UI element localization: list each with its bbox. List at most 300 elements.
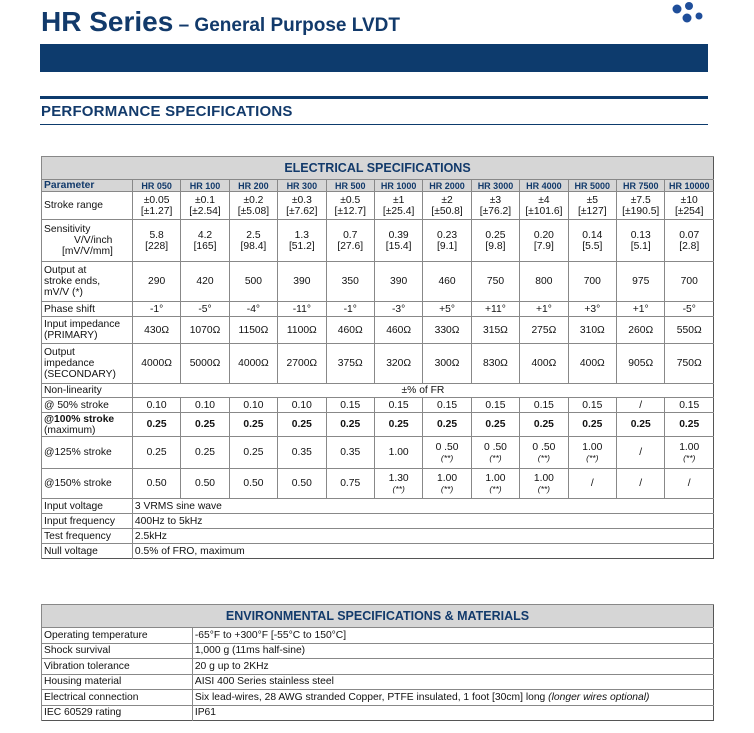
value-alt: [±2.54] bbox=[189, 205, 221, 217]
cell-sens_in bbox=[520, 220, 568, 262]
environmental-specs-table bbox=[41, 604, 714, 721]
cell-zout bbox=[665, 344, 714, 384]
value: 550Ω bbox=[676, 324, 702, 336]
cell-phase bbox=[229, 302, 277, 317]
cell-output bbox=[423, 262, 471, 302]
value: 4000Ω bbox=[141, 358, 172, 369]
value: -4° bbox=[246, 303, 261, 315]
cell-s100 bbox=[181, 413, 229, 437]
value: 0.25 bbox=[291, 419, 312, 430]
value-alt: [9.8] bbox=[485, 240, 506, 252]
value: +1° bbox=[632, 303, 649, 315]
cell-s150 bbox=[132, 469, 180, 499]
cell-stroke_in bbox=[374, 192, 422, 220]
value: 260Ω bbox=[628, 324, 654, 336]
env-row bbox=[42, 628, 714, 644]
cell-s125 bbox=[471, 437, 519, 469]
model-header: HR 4000 bbox=[520, 180, 568, 192]
section-underline bbox=[40, 124, 708, 125]
value: 315Ω bbox=[483, 324, 508, 336]
cell-sens_in bbox=[374, 220, 422, 262]
model-header: HR 500 bbox=[326, 180, 374, 192]
env-value: AISI 400 Series stainless steel bbox=[192, 674, 713, 690]
cell-zin bbox=[568, 317, 616, 344]
value: 750Ω bbox=[676, 358, 702, 369]
value: 0.25 bbox=[388, 419, 409, 430]
cell-s125 bbox=[520, 437, 568, 469]
value: 0.7 bbox=[343, 229, 358, 241]
cell-s150 bbox=[326, 469, 374, 499]
cell-zout bbox=[568, 344, 616, 384]
value: 0.25 bbox=[630, 419, 651, 430]
value: 750 bbox=[486, 276, 505, 287]
footnote-marker: (**) bbox=[537, 452, 551, 463]
value: 1150Ω bbox=[238, 324, 269, 336]
cell-s50 bbox=[568, 398, 616, 413]
value: 0.25 bbox=[485, 229, 506, 241]
cell-zin bbox=[520, 317, 568, 344]
value: 320Ω bbox=[386, 358, 412, 369]
model-header: HR 10000 bbox=[665, 180, 714, 192]
value: ±0.05 bbox=[143, 194, 170, 206]
section-rule bbox=[40, 96, 708, 99]
cell-s100 bbox=[326, 413, 374, 437]
cell-stroke_in bbox=[278, 192, 326, 220]
table-row bbox=[42, 529, 714, 544]
cell-s50 bbox=[132, 398, 180, 413]
value-alt: [5.1] bbox=[630, 240, 651, 252]
row-label-line: impedance bbox=[44, 358, 95, 369]
value: -3° bbox=[392, 303, 406, 315]
cell-stroke_in bbox=[132, 192, 180, 220]
cell-zin bbox=[181, 317, 229, 344]
cell-stroke_in bbox=[617, 192, 665, 220]
value: 0.25 bbox=[243, 419, 264, 430]
value: 700 bbox=[583, 276, 601, 287]
cell-s150 bbox=[229, 469, 277, 499]
cell-s100 bbox=[665, 413, 714, 437]
cell-zout bbox=[520, 344, 568, 384]
table-row bbox=[42, 469, 714, 499]
value: 0.35 bbox=[291, 447, 312, 458]
value: 0.15 bbox=[388, 399, 409, 411]
cell-phase bbox=[132, 302, 180, 317]
env-row bbox=[42, 659, 714, 675]
cell-zout bbox=[326, 344, 374, 384]
value: 975 bbox=[632, 276, 650, 287]
value-alt: [±12.7] bbox=[334, 205, 366, 217]
cell-sens_in bbox=[423, 220, 471, 262]
value: ±5 bbox=[586, 194, 598, 206]
value: 4000Ω bbox=[238, 358, 269, 369]
cell-phase bbox=[181, 302, 229, 317]
cell-s50 bbox=[471, 398, 519, 413]
cell-s150 bbox=[423, 469, 471, 499]
cell-stroke_in bbox=[665, 192, 714, 220]
row-label bbox=[42, 302, 133, 317]
value: ±2 bbox=[441, 194, 453, 206]
row-label-line: [mV/V/mm] bbox=[62, 246, 113, 257]
nonlinearity-unit: ±% of FR bbox=[132, 384, 713, 398]
cell-output bbox=[520, 262, 568, 302]
cell-zin bbox=[278, 317, 326, 344]
value: 700 bbox=[680, 276, 698, 287]
value: +3° bbox=[584, 303, 601, 315]
cell-stroke_in bbox=[568, 192, 616, 220]
series-subtitle: – General Purpose LVDT bbox=[173, 15, 400, 36]
cell-output bbox=[181, 262, 229, 302]
header-bar bbox=[40, 44, 708, 72]
cell-output bbox=[229, 262, 277, 302]
cell-s100 bbox=[132, 413, 180, 437]
value-alt: [±254] bbox=[674, 205, 704, 217]
value: 800 bbox=[535, 276, 553, 287]
table-row bbox=[42, 344, 714, 384]
value: ±1 bbox=[392, 194, 405, 206]
value: 275Ω bbox=[531, 324, 557, 336]
cell-stroke_in bbox=[423, 192, 471, 220]
value: 0.07 bbox=[679, 229, 700, 241]
value: 1100Ω bbox=[286, 324, 317, 336]
row-value: 400Hz to 5kHz bbox=[132, 514, 713, 529]
env-value: 20 g up to 2KHz bbox=[192, 659, 713, 675]
env-label: Electrical connection bbox=[42, 690, 193, 706]
row-label-line: stroke ends, bbox=[44, 276, 101, 287]
value-alt: [±190.5] bbox=[622, 205, 660, 217]
value: 0.25 bbox=[533, 419, 554, 430]
env-value bbox=[192, 690, 713, 706]
row-label: Test frequency bbox=[42, 529, 133, 544]
value: 1.00 bbox=[533, 472, 554, 484]
value: / bbox=[639, 478, 643, 489]
cell-s150 bbox=[520, 469, 568, 499]
cell-zin bbox=[617, 317, 665, 344]
cell-zout bbox=[132, 344, 180, 384]
value: +1° bbox=[535, 303, 552, 315]
row-label-line: Stroke range bbox=[44, 200, 103, 211]
value: 390 bbox=[390, 276, 408, 287]
env-row bbox=[42, 705, 714, 721]
cell-s100 bbox=[374, 413, 422, 437]
row-label bbox=[42, 384, 133, 398]
value: 0.25 bbox=[146, 447, 167, 458]
value: 1.30 bbox=[388, 472, 409, 484]
value: 0.25 bbox=[243, 447, 264, 458]
row-label-line: mV/V (*) bbox=[44, 287, 83, 298]
row-label: Input voltage bbox=[42, 499, 133, 514]
value: 0.20 bbox=[533, 229, 554, 241]
env-row bbox=[42, 690, 714, 706]
cell-zout bbox=[617, 344, 665, 384]
cell-sens_in bbox=[665, 220, 714, 262]
cell-s100 bbox=[617, 413, 665, 437]
cell-s150 bbox=[181, 469, 229, 499]
value: 460Ω bbox=[386, 324, 412, 336]
value: +5° bbox=[439, 303, 455, 315]
cell-zout bbox=[181, 344, 229, 384]
cell-output bbox=[665, 262, 714, 302]
env-label: Vibration tolerance bbox=[42, 659, 193, 675]
cell-s100 bbox=[423, 413, 471, 437]
cell-output bbox=[568, 262, 616, 302]
model-header: HR 300 bbox=[278, 180, 326, 192]
value: ±0.1 bbox=[195, 194, 215, 206]
value: 0.10 bbox=[291, 399, 312, 411]
value: 2700Ω bbox=[286, 358, 318, 369]
table-row bbox=[42, 220, 714, 262]
value-alt: [±101.6] bbox=[525, 205, 563, 217]
value-alt: [±5.08] bbox=[237, 205, 270, 217]
cell-s100 bbox=[471, 413, 519, 437]
cell-phase bbox=[617, 302, 665, 317]
cell-zout bbox=[374, 344, 422, 384]
value: 0.25 bbox=[437, 419, 458, 430]
environmental-title: ENVIRONMENTAL SPECIFICATIONS & MATERIALS bbox=[42, 605, 714, 628]
cell-s125 bbox=[278, 437, 326, 469]
value-alt: [51.2] bbox=[288, 240, 315, 252]
value: 1.00 bbox=[582, 441, 603, 453]
logo-dots-icon bbox=[668, 0, 704, 24]
cell-s50 bbox=[278, 398, 326, 413]
row-label bbox=[42, 262, 133, 302]
row-label bbox=[42, 344, 133, 384]
value: 0.25 bbox=[679, 419, 700, 430]
value: +11° bbox=[485, 303, 506, 315]
cell-s125 bbox=[374, 437, 422, 469]
value-alt: [±25.4] bbox=[382, 205, 415, 217]
value: 0.10 bbox=[194, 399, 216, 411]
cell-s50 bbox=[520, 398, 568, 413]
value: -5° bbox=[198, 303, 212, 315]
cell-phase bbox=[665, 302, 714, 317]
table-row bbox=[42, 192, 714, 220]
value: 0.50 bbox=[243, 478, 264, 489]
row-label-line: Output bbox=[44, 347, 75, 358]
cell-zin bbox=[132, 317, 180, 344]
value: 4.2 bbox=[197, 229, 213, 241]
cell-sens_in bbox=[229, 220, 277, 262]
cell-phase bbox=[278, 302, 326, 317]
value-alt: [±1.27] bbox=[140, 205, 173, 217]
value: 0.15 bbox=[582, 399, 603, 411]
value-alt: [98.4] bbox=[240, 240, 267, 252]
value: 350 bbox=[341, 276, 359, 287]
cell-stroke_in bbox=[520, 192, 568, 220]
cell-s50 bbox=[181, 398, 229, 413]
value: 0.39 bbox=[388, 229, 409, 241]
env-value: -65°F to +300°F [-55°C to 150°C] bbox=[192, 628, 713, 644]
row-label: Input frequency bbox=[42, 514, 133, 529]
row-value: 2.5kHz bbox=[132, 529, 713, 544]
cell-zout bbox=[278, 344, 326, 384]
env-value: 1,000 g (11ms half-sine) bbox=[192, 643, 713, 659]
cell-output bbox=[617, 262, 665, 302]
table-row bbox=[42, 514, 714, 529]
env-row bbox=[42, 674, 714, 690]
value: 0.50 bbox=[194, 478, 216, 489]
footnote-marker: (**) bbox=[392, 483, 405, 494]
value: 0.25 bbox=[194, 419, 216, 430]
row-label bbox=[42, 192, 133, 220]
cell-s125 bbox=[132, 437, 180, 469]
value: 0.25 bbox=[485, 419, 506, 430]
cell-zin bbox=[326, 317, 374, 344]
row-label-line: @100% stroke bbox=[44, 413, 115, 425]
model-header: HR 7500 bbox=[617, 180, 665, 192]
value-alt: [5.5] bbox=[582, 240, 603, 252]
table-row bbox=[42, 302, 714, 317]
value: 1.00 bbox=[485, 472, 506, 484]
cell-stroke_in bbox=[229, 192, 277, 220]
row-value: 3 VRMS sine wave bbox=[132, 499, 713, 514]
cell-phase bbox=[471, 302, 519, 317]
table-row bbox=[42, 437, 714, 469]
value: 0.13 bbox=[630, 229, 651, 241]
cell-s125 bbox=[617, 437, 665, 469]
value: 0 .50 bbox=[435, 441, 459, 453]
cell-sens_in bbox=[617, 220, 665, 262]
value: 290 bbox=[148, 276, 166, 287]
electrical-title: ELECTRICAL SPECIFICATIONS bbox=[42, 157, 714, 180]
electrical-specs-table bbox=[41, 156, 714, 559]
cell-s150 bbox=[617, 469, 665, 499]
value: 0.15 bbox=[533, 399, 554, 411]
row-value: 0.5% of FRO, maximum bbox=[132, 544, 713, 559]
row-label-line: (SECONDARY) bbox=[44, 369, 116, 380]
value: 500 bbox=[244, 276, 263, 287]
table-row bbox=[42, 544, 714, 559]
value-alt: [15.4] bbox=[385, 240, 412, 252]
row-label bbox=[42, 469, 133, 499]
cell-s100 bbox=[568, 413, 616, 437]
value: 1.00 bbox=[388, 447, 409, 458]
value: ±0.3 bbox=[291, 194, 312, 206]
cell-s100 bbox=[229, 413, 277, 437]
cell-s100 bbox=[520, 413, 568, 437]
value: ±4 bbox=[538, 194, 550, 206]
table-row bbox=[42, 398, 714, 413]
value: 0.10 bbox=[243, 399, 264, 411]
cell-s50 bbox=[617, 398, 665, 413]
series-name: HR Series bbox=[41, 6, 174, 37]
value: / bbox=[639, 399, 643, 411]
value: ±3 bbox=[489, 194, 502, 206]
value: 0 .50 bbox=[484, 441, 507, 453]
value: 0.15 bbox=[437, 399, 458, 411]
env-label: Housing material bbox=[42, 674, 193, 690]
model-header: HR 5000 bbox=[568, 180, 616, 192]
cell-stroke_in bbox=[181, 192, 229, 220]
cell-s150 bbox=[278, 469, 326, 499]
value-alt: [27.6] bbox=[337, 240, 364, 252]
row-label-line: V/V/inch bbox=[74, 235, 113, 246]
value-alt: [165] bbox=[193, 240, 217, 252]
value: 0.75 bbox=[340, 478, 361, 489]
cell-sens_in bbox=[326, 220, 374, 262]
cell-s125 bbox=[423, 437, 471, 469]
cell-output bbox=[278, 262, 326, 302]
env-row bbox=[42, 643, 714, 659]
cell-s150 bbox=[471, 469, 519, 499]
env-value-note: (longer wires optional) bbox=[548, 691, 650, 703]
row-label-line: (maximum) bbox=[44, 424, 96, 436]
cell-s50 bbox=[374, 398, 422, 413]
value-alt: [±50.8] bbox=[431, 205, 463, 217]
value: 375Ω bbox=[337, 358, 363, 369]
model-header: HR 1000 bbox=[374, 180, 422, 192]
cell-output bbox=[132, 262, 180, 302]
value-alt: [7.9] bbox=[533, 240, 554, 252]
value: 0.15 bbox=[340, 399, 361, 411]
cell-zin bbox=[229, 317, 277, 344]
cell-zin bbox=[374, 317, 422, 344]
cell-phase bbox=[568, 302, 616, 317]
value: 1.00 bbox=[437, 472, 458, 484]
cell-s100 bbox=[278, 413, 326, 437]
model-header: HR 100 bbox=[181, 180, 229, 192]
section-heading: PERFORMANCE SPECIFICATIONS bbox=[41, 103, 293, 120]
parameter-header: Parameter bbox=[42, 180, 133, 192]
model-header: HR 2000 bbox=[423, 180, 471, 192]
value: 0.25 bbox=[340, 419, 361, 430]
value: 905Ω bbox=[628, 358, 654, 369]
value: 430Ω bbox=[144, 324, 170, 336]
value: 0.15 bbox=[485, 399, 506, 411]
cell-sens_in bbox=[132, 220, 180, 262]
value: 300Ω bbox=[434, 358, 460, 369]
footnote-marker: (**) bbox=[440, 452, 454, 463]
value: 2.5 bbox=[246, 229, 261, 241]
cell-phase bbox=[374, 302, 422, 317]
value: 460Ω bbox=[337, 324, 363, 336]
cell-stroke_in bbox=[326, 192, 374, 220]
cell-s125 bbox=[181, 437, 229, 469]
env-label: Operating temperature bbox=[42, 628, 193, 644]
cell-zin bbox=[423, 317, 471, 344]
cell-s125 bbox=[568, 437, 616, 469]
env-value: IP61 bbox=[192, 705, 713, 721]
value: 460 bbox=[438, 276, 456, 287]
footnote-marker: (**) bbox=[537, 483, 551, 494]
value: 1.00 bbox=[679, 441, 700, 453]
value: / bbox=[590, 478, 594, 489]
row-label-line: Phase shift bbox=[44, 303, 95, 315]
row-label bbox=[42, 220, 133, 262]
cell-s125 bbox=[229, 437, 277, 469]
row-label bbox=[42, 317, 133, 344]
table-row bbox=[42, 499, 714, 514]
value: 0.25 bbox=[194, 447, 216, 458]
cell-output bbox=[374, 262, 422, 302]
row-label-line: Input impedance bbox=[44, 319, 121, 330]
value: 400Ω bbox=[531, 358, 557, 369]
row-label bbox=[42, 398, 133, 413]
value-alt: [2.8] bbox=[679, 240, 700, 252]
table-row bbox=[42, 317, 714, 344]
value: 0.35 bbox=[340, 447, 361, 458]
value: 1.3 bbox=[294, 229, 309, 241]
row-label-line: Non-linearity bbox=[44, 385, 102, 396]
table-row bbox=[42, 262, 714, 302]
value-alt: [±7.62] bbox=[286, 205, 318, 217]
value: 0.50 bbox=[291, 478, 312, 489]
value: 390 bbox=[293, 276, 311, 287]
value-alt: [9.1] bbox=[437, 240, 458, 252]
model-header: HR 200 bbox=[229, 180, 277, 192]
env-label: Shock survival bbox=[42, 643, 193, 659]
value: -5° bbox=[682, 303, 696, 315]
value: ±0.2 bbox=[243, 194, 264, 206]
